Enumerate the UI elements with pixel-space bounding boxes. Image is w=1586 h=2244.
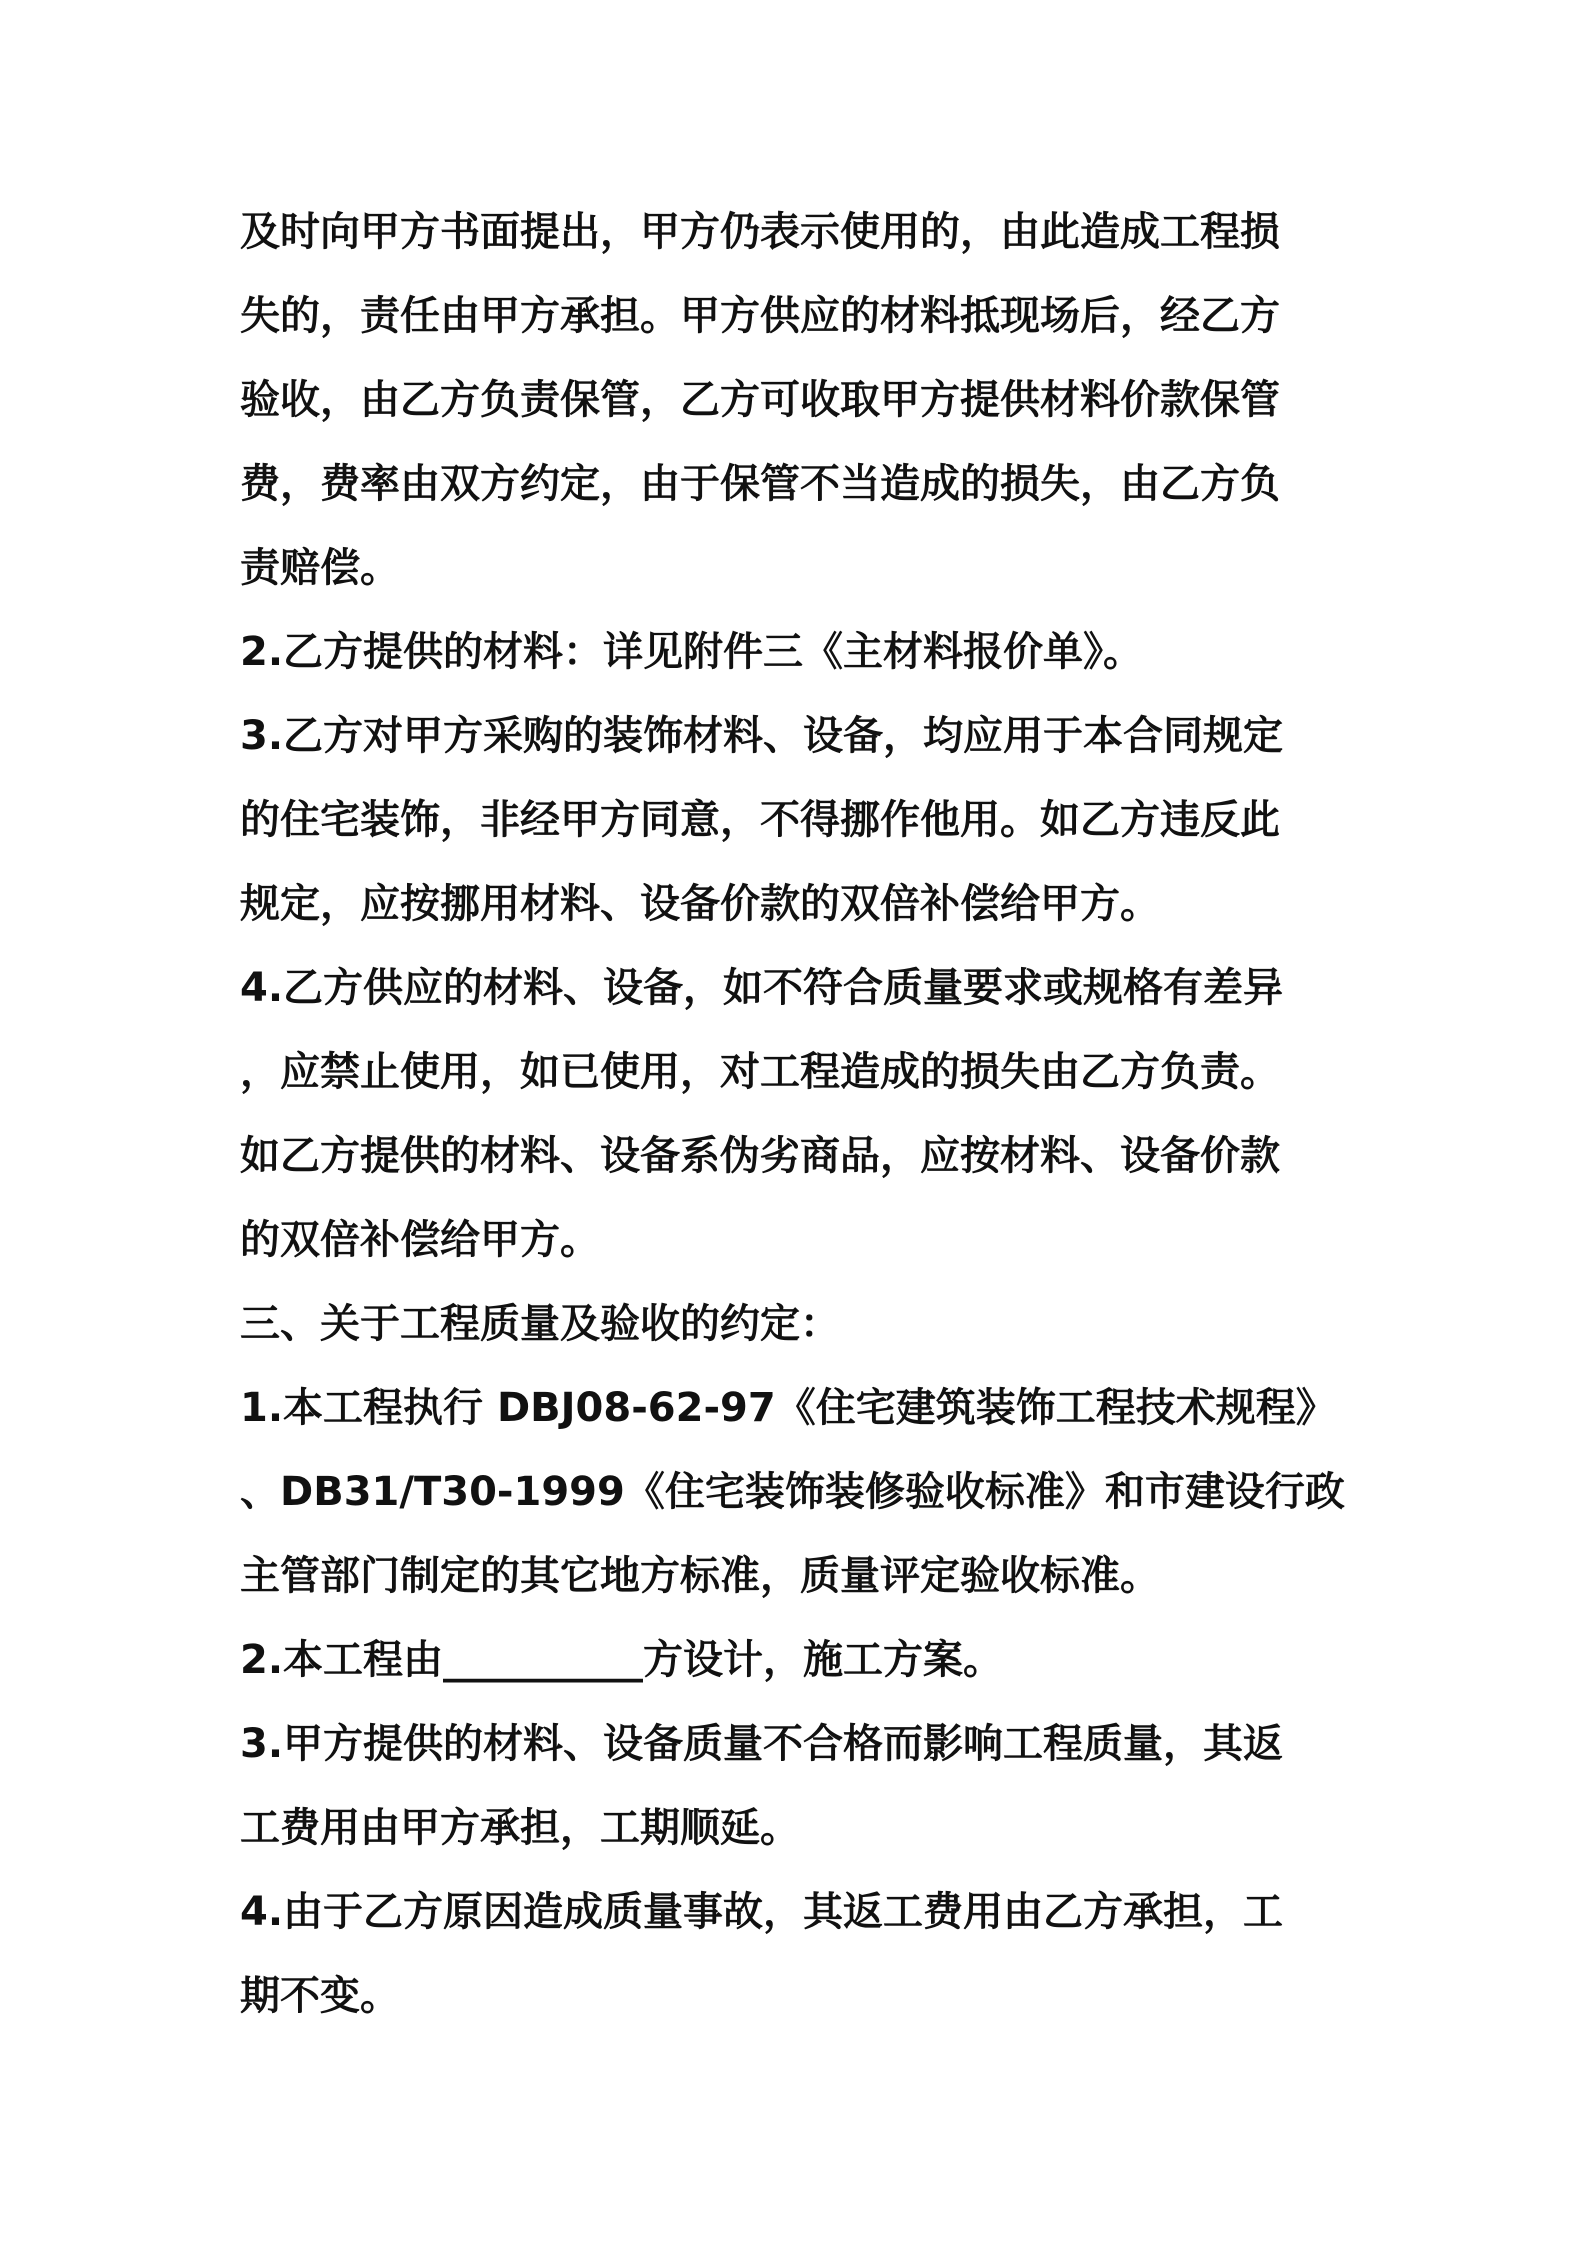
text-line: 主管部门制定的其它地方标准，质量评定验收标准。 [240,1553,1160,1599]
clause-4-line: 4.乙方供应的材料、设备，如不符合质量要求或规格有差异 [240,965,1284,1011]
text-line: 责赔偿。 [240,545,400,591]
text-line: 、DB31/T30-1999《住宅装饰装修验收标准》和市建设行政 [240,1469,1345,1515]
clause-2-design: 2.本工程由__________方设计，施工方案。 [240,1637,1004,1683]
text-line: 如乙方提供的材料、设备系伪劣商品，应按材料、设备价款 [240,1133,1280,1179]
clause-3-line: 3.甲方提供的材料、设备质量不合格而影响工程质量，其返 [240,1721,1284,1767]
text-line: 期不变。 [240,1973,400,2019]
text-line: 及时向甲方书面提出，甲方仍表示使用的，由此造成工程损 [240,209,1280,255]
section-heading-quality: 三、关于工程质量及验收的约定： [240,1301,840,1347]
text-line: 验收，由乙方负责保管，乙方可收取甲方提供材料价款保管 [240,377,1280,423]
text-line: 的双倍补偿给甲方。 [240,1217,600,1263]
text-line: 规定，应按挪用材料、设备价款的双倍补偿给甲方。 [240,881,1160,927]
clause-1-standards: 1.本工程执行 DBJ08-62-97《住宅建筑装饰工程技术规程》 [240,1385,1336,1431]
text-line: 失的，责任由甲方承担。甲方供应的材料抵现场后，经乙方 [240,293,1280,339]
text-line: 费，费率由双方约定，由于保管不当造成的损失，由乙方负 [240,461,1280,507]
text-line: ，应禁止使用，如已使用，对工程造成的损失由乙方负责。 [240,1049,1280,1095]
contract-text-block [240,190,1360,2038]
clause-4-line: 4.由于乙方原因造成质量事故，其返工费用由乙方承担，工 [240,1889,1284,1935]
text-line: 的住宅装饰，非经甲方同意，不得挪作他用。如乙方违反此 [240,797,1280,843]
clause-3-line: 3.乙方对甲方采购的装饰材料、设备，均应用于本合同规定 [240,713,1284,759]
clause-2-materials: 2.乙方提供的材料：详见附件三《主材料报价单》。 [240,629,1144,675]
text-line: 工费用由甲方承担，工期顺延。 [240,1805,800,1851]
